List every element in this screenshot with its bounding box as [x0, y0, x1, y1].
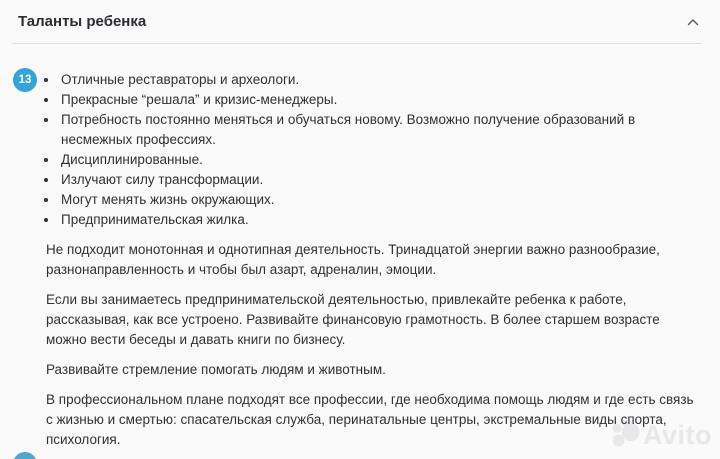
section-title: Таланты ребенка [18, 13, 147, 30]
energy-number-badge: 13 [13, 68, 37, 92]
list-item: • Дисциплинированные. [59, 150, 700, 170]
list-item: • Отличные реставраторы и археологи. [59, 70, 700, 90]
talents-list [46, 70, 700, 230]
list-item: • Могут менять жизнь окружающих. [59, 190, 700, 210]
list-item: • Прекрасные “решала” и кризис-менеджеры. [59, 90, 700, 110]
avito-watermark-text: Avito [643, 420, 712, 450]
paragraph: Если вы занимаетесь предпринимательской деятельностью, привлекайте ребенка к работе, рассказывая, как все устроено. Развивайте финансовую грамотность. В более старшем возрасте можно вести беседы и давать книги по бизнесу. [46, 292, 660, 347]
paragraph: Развивайте стремление помогать людям и животным. [46, 362, 386, 377]
list-item: • Излучают силу трансформации. [59, 170, 700, 190]
paragraph: Не подходит монотонная и однотипная деятельность. Тринадцатой энергии важно разнообразие, разнонаправленность и чтобы был азарт, адреналин, эмоции. [46, 242, 660, 277]
list-item: • Предпринимательская жилка. [59, 210, 700, 230]
list-item: • Потребность постоянно меняться и обучаться новому. Возможно получение образований в несмежных профессиях. [59, 110, 700, 150]
paragraph: В профессиональном плане подходят все профессии, где необходима помощь людям и где есть связь с жизнью и смертью: спасательская служба, перинатальные центры, экстремальные виды спорта, психология. [46, 392, 694, 447]
